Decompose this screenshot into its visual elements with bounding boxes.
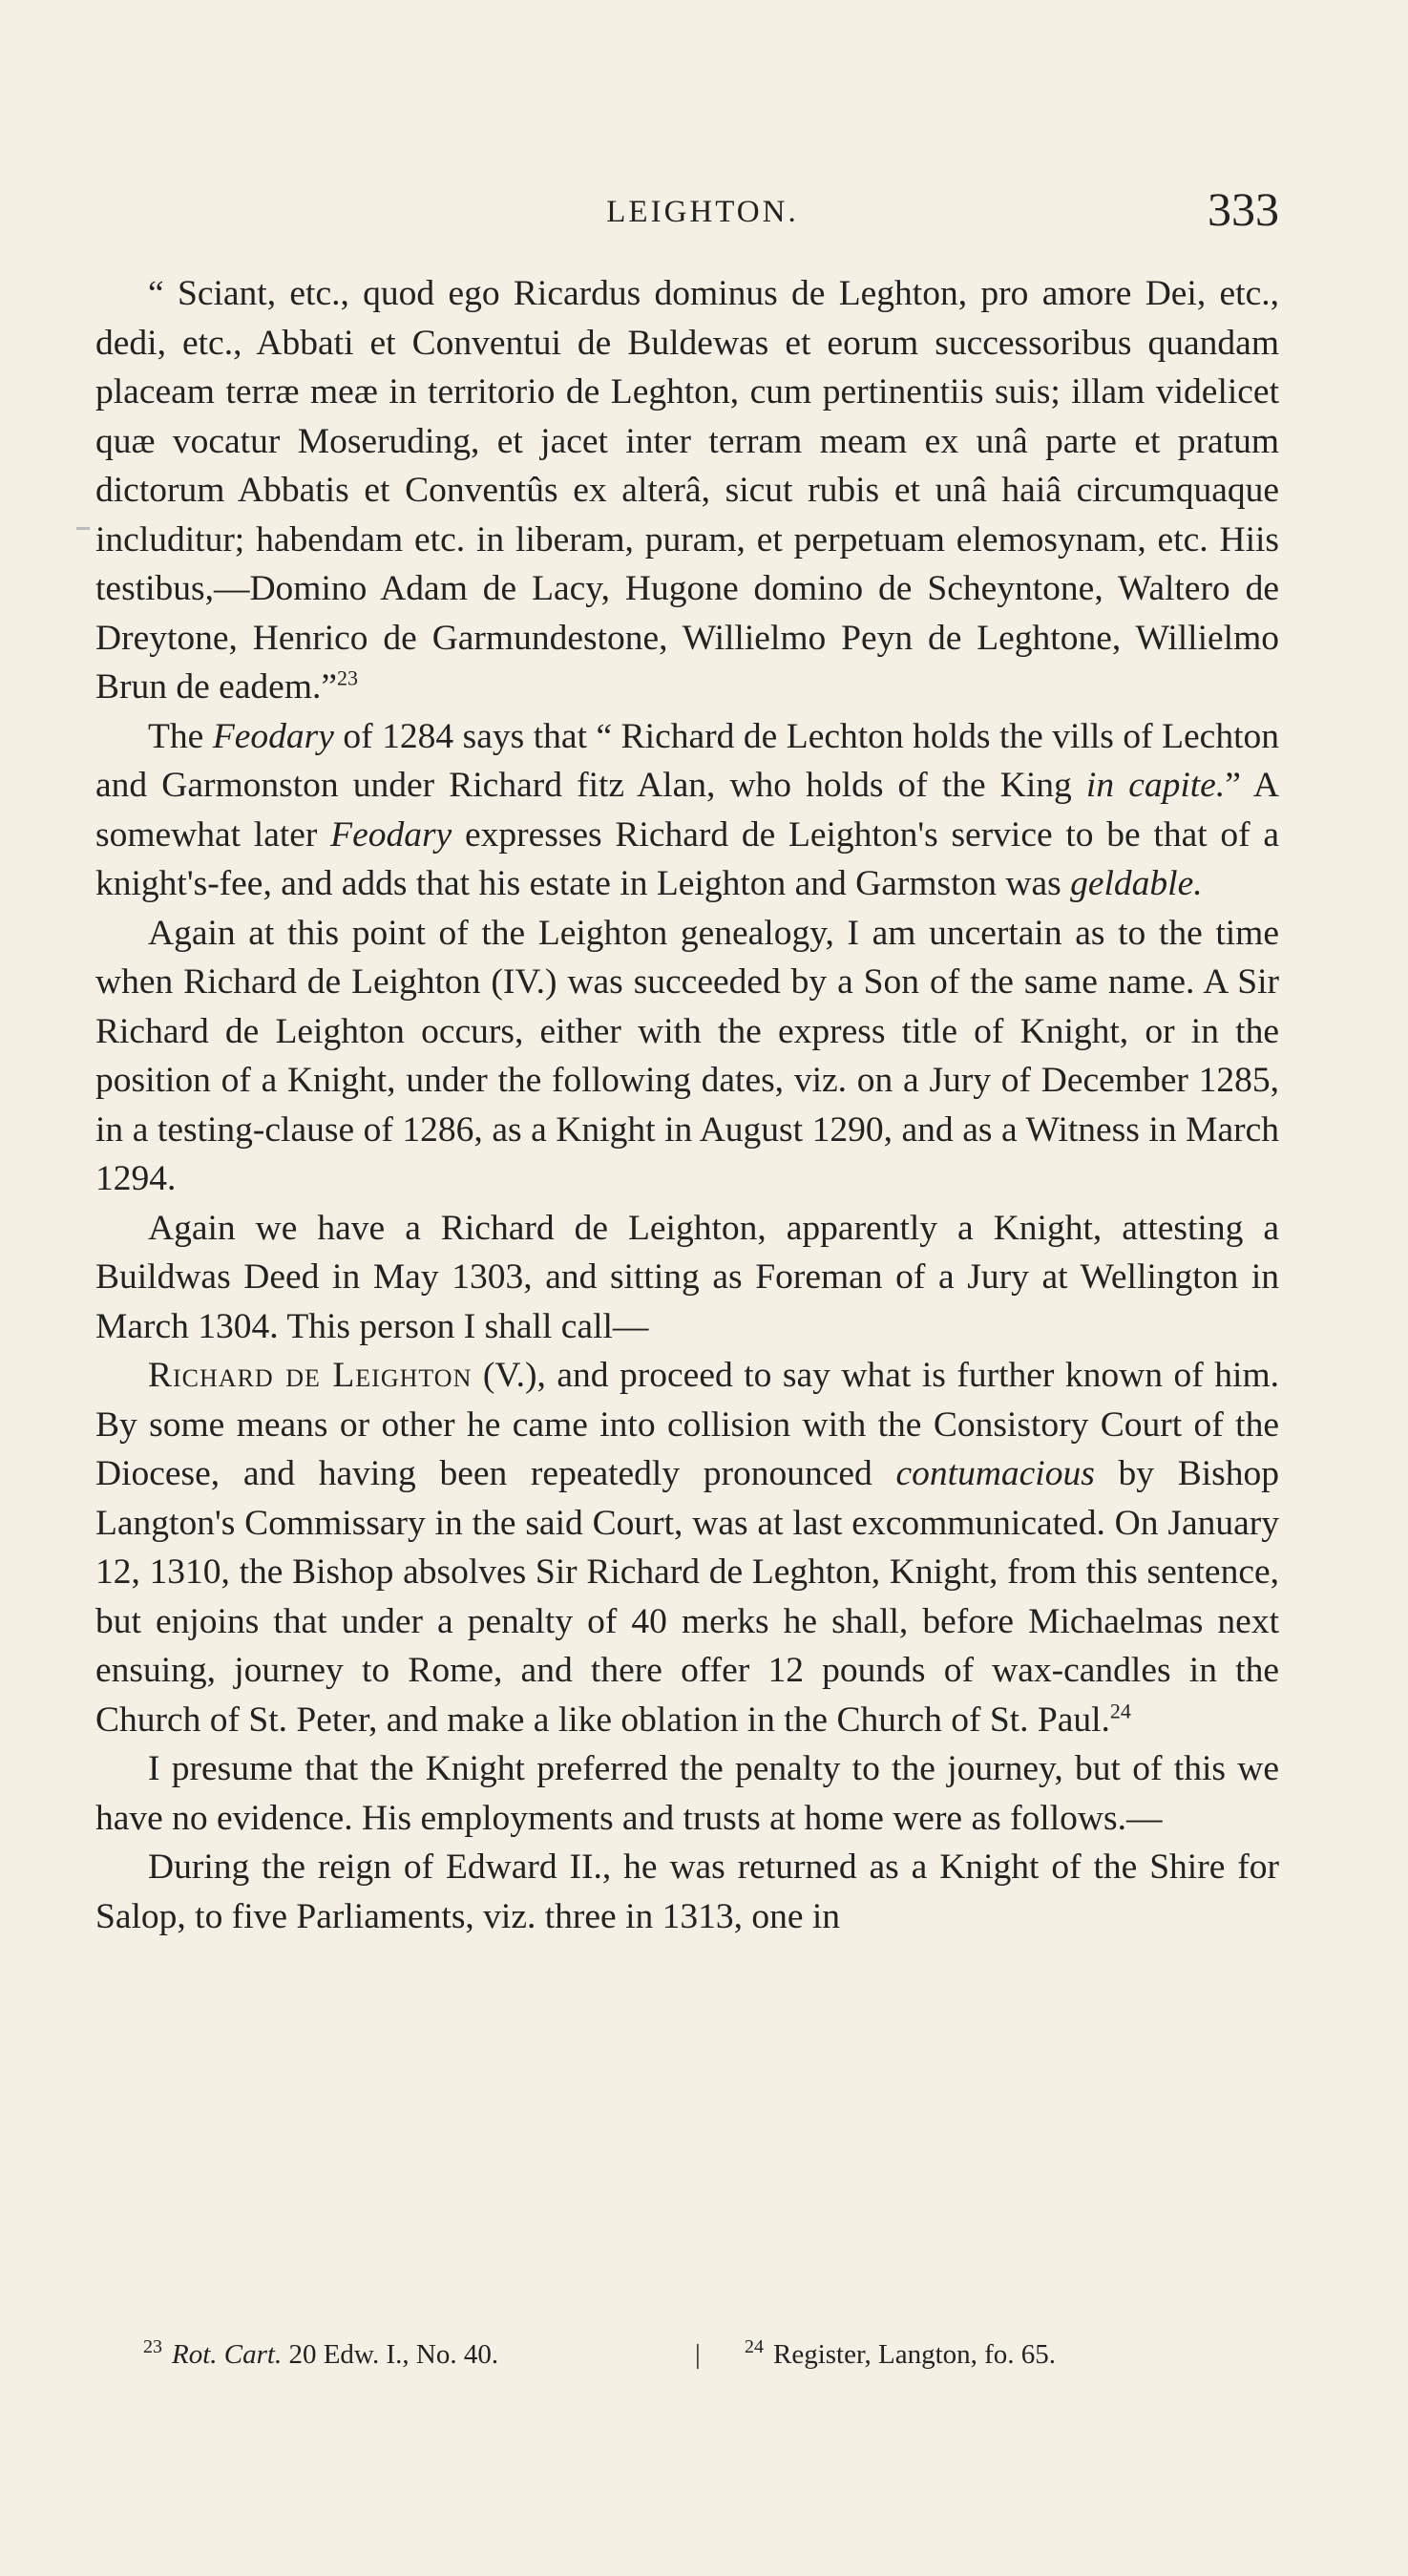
paragraph-genealogy: Again at this point of the Leighton genealogy, I am uncertain as to the time when Richard de Leighton (IV.) was succeeded by a Son of the same name. A Sir Richard de Leighton occurs, either with the express title of Knight, or in the position of a Knight, under the following dates, viz. on a Jury of December 1285, in a testing-clause of 1286, as a Knight in August 1290, and as a Witness in March 1294. <box>95 913 1279 1198</box>
running-title: LEIGHTON. <box>606 195 799 229</box>
footnote-23 <box>143 2335 498 2374</box>
margin-mark <box>76 527 90 530</box>
italic-run: in capite. <box>1085 766 1226 805</box>
text-run: expresses Richard de Leighton's service to be that of a knight's-fee, and adds that his estate in Leighton and Garmston was <box>95 814 1279 903</box>
italic-run: Feodary <box>330 814 452 855</box>
page-number: 333 <box>1208 182 1279 236</box>
paragraph-richard-v <box>95 1351 1279 1744</box>
footnote-number: 24 <box>745 2336 764 2358</box>
small-caps-heading: Richard de Leighton <box>148 1356 473 1395</box>
text-run: ” A somewhat later <box>95 766 1279 855</box>
footnote-text: Register, Langton, fo. 65. <box>773 2339 1057 2370</box>
text-run: (V.), and proceed to say what is further known of him. By some means or other he came into collision with the Consistory Court of the Diocese, and having been repeatedly pronounced <box>95 1356 1279 1493</box>
body-text <box>95 269 1279 1941</box>
text-run: by Bishop Langton's Commissary in the said Court, was at last excommunicated. On January 12, 1310, the Bishop absolves Sir Richard de Leghton, Knight, from this sentence, but enjoins that under a penalty of 40 merks he shall, before Michaelmas next ensuing, journey to Rome, and there offer 12 pounds of wax-candles in the Church of St. Peter, and make a like oblation in the Church of St. Paul. <box>95 1454 1279 1740</box>
paragraph-charter-quote <box>95 269 1279 712</box>
footnote-source-italic: Rot. Cart. <box>172 2339 283 2370</box>
charter-text: “ Sciant, etc., quod ego Ricardus dominus de Leghton, pro amore Dei, etc., dedi, etc., Abbati et Conventui de Buldewas et eorum successoribus quandam placeam terræ meæ in territorio de Leghton, cum pertinentiis suis; illam videlicet quæ vocatur Moseruding, et jacet inter terram meam ex unâ parte et pratum dictorum Abbatis et Conventûs ex alterâ, sicut rubis et unâ haiâ circumquaque includitur; habendam etc. in liberam, puram, et perpetuam elemosynam, etc. Hiis testibus,—Domino Adam de Lacy, Hugone domino de Scheyntone, Waltero de Dreytone, Henrico de Garmundestone, Willielmo Peyn de Leghtone, Willielmo Brun de eadem.” <box>95 274 1279 707</box>
text-run: The <box>148 716 213 756</box>
paragraph-parliaments: During the reign of Edward II., he was returned as a Knight of the Shire for Salop, to five Parliaments, viz. three in 1313, one in <box>95 1848 1279 1936</box>
footnote-text: 20 Edw. I., No. 40. <box>282 2339 499 2370</box>
footnote-separator: | <box>695 2339 701 2370</box>
italic-run: contumacious <box>895 1454 1095 1493</box>
paragraph-feodary <box>95 712 1279 909</box>
footnote-number: 23 <box>143 2336 162 2358</box>
paragraph-buildwas-deed: Again we have a Richard de Leighton, apparently a Knight, attesting a Buildwas Deed in May 1303, and sitting as Foreman of a Jury at Wellington in March 1304. This person I shall call— <box>95 1208 1279 1346</box>
text-run: of 1284 says that “ Richard de Lechton holds the vills of Lechton and Garmonston under Richard fitz Alan, who holds of the King <box>95 716 1280 805</box>
paragraph-presume: I presume that the Knight preferred the penalty to the journey, but of this we have no evidence. His employments and trusts at home were as follows.— <box>95 1749 1279 1838</box>
footnote-ref-24: 24 <box>1109 1699 1131 1722</box>
footnote-24 <box>745 2335 1056 2374</box>
italic-run: geldable. <box>1070 864 1203 903</box>
footnote-ref-23: 23 <box>337 665 359 690</box>
italic-run: Feodary <box>212 716 334 756</box>
running-head <box>126 174 1279 236</box>
